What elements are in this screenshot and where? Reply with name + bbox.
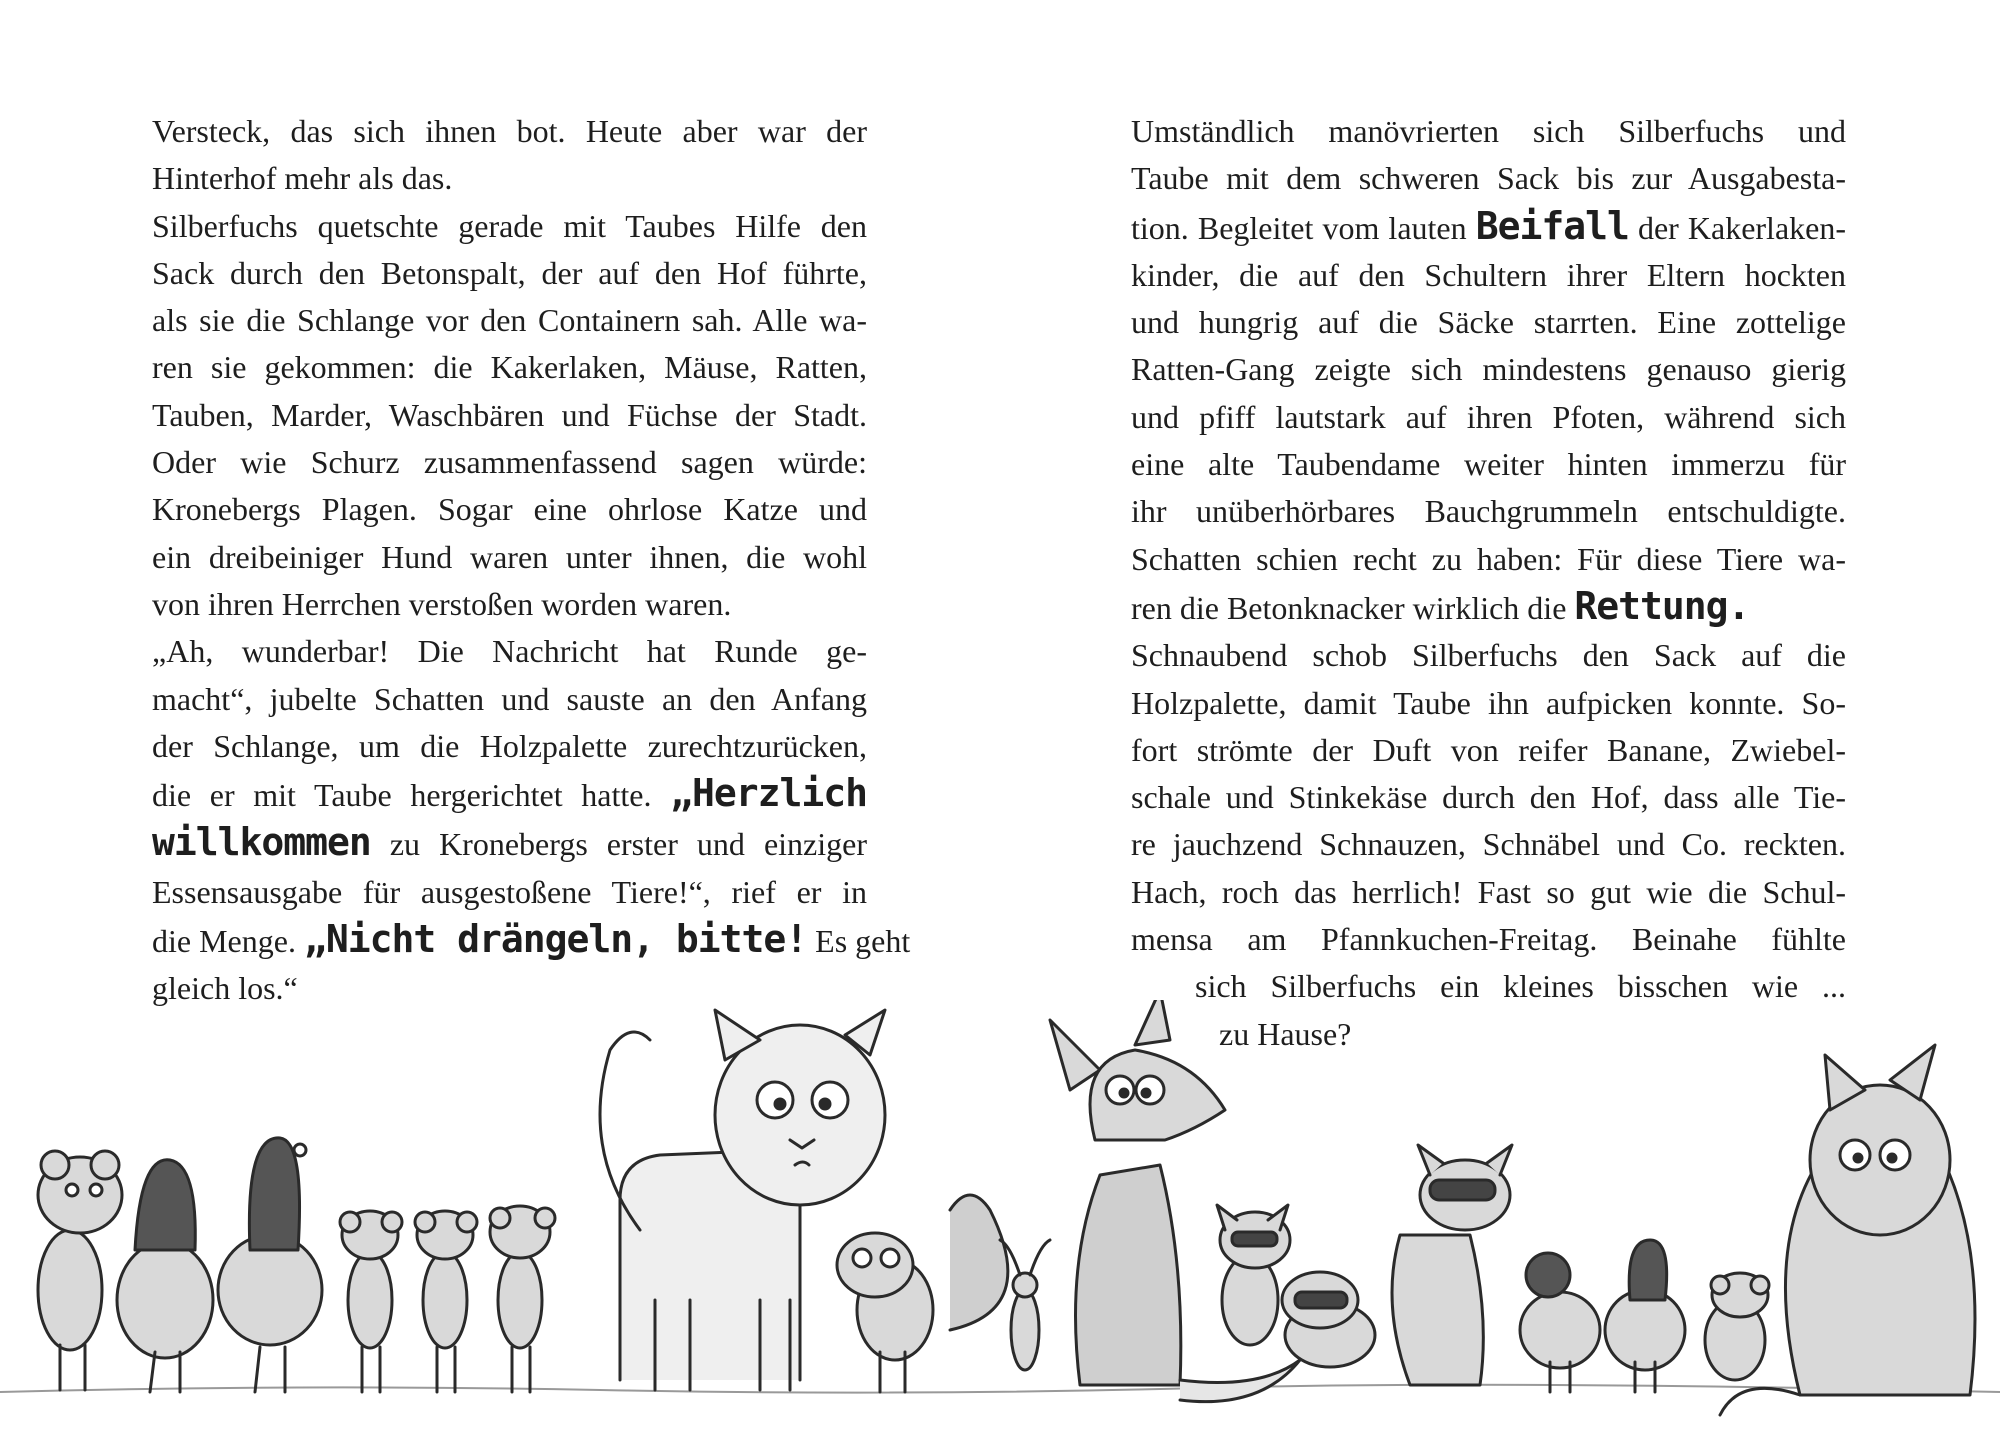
- pigeon-icon: [1605, 1240, 1685, 1392]
- raccoon-icon: [1282, 1272, 1375, 1367]
- text-line: und pfiff lautstark auf ihren Pfoten, während sich: [1131, 398, 1846, 435]
- pigeon-icon: [1520, 1253, 1600, 1392]
- text-line: schale und Stinkekäse durch den Hof, dass alle Tie-: [1131, 779, 1846, 816]
- pigeon-icon: [218, 1138, 322, 1392]
- text-line: von ihren Herrchen verstoßen worden waren.: [152, 585, 732, 622]
- text-line: sich Silberfuchs ein kleines bisschen wie ...: [1195, 968, 1846, 1005]
- mouse-icon: [1705, 1273, 1769, 1380]
- text-line: Hach, roch das herrlich! Fast so gut wie die Schul-: [1131, 873, 1846, 910]
- text-line: mensa am Pfannkuchen-Freitag. Beinahe fühlte: [1131, 921, 1846, 958]
- raccoon-icon: [1217, 1205, 1290, 1345]
- text-line: die er mit Taube hergerichtet hatte. „Herzlich: [152, 771, 867, 816]
- text-line: fort strömte der Duft von reifer Banane, Zwiebel-: [1131, 731, 1846, 768]
- text-line: Taube mit dem schweren Sack bis zur Ausgabesta-: [1131, 160, 1846, 197]
- pigeon-icon: [117, 1160, 213, 1392]
- text-line: re jauchzend Schnauzen, Schnäbel und Co. reckten.: [1131, 826, 1846, 863]
- raccoon-icon: [1392, 1145, 1512, 1385]
- text-line: Sack durch den Betonspalt, der auf den Hof führte,: [152, 254, 867, 291]
- text-line: „Ah, wunderbar! Die Nachricht hat Runde ge-: [152, 633, 867, 670]
- text-line: Holzpalette, damit Taube ihn aufpicken konnte. So-: [1131, 684, 1846, 721]
- animals-queue-illustration: [0, 1000, 2000, 1448]
- shout-nicht-draengeln: „Nicht drängeln, bitte!: [303, 917, 808, 962]
- text-line: und hungrig auf die Säcke starrten. Eine zottelige: [1131, 304, 1846, 341]
- text-line: der Schlange, um die Holzpalette zurechtzurücken,: [152, 727, 867, 764]
- text-line: tion. Begleitet vom lauten Beifall der Kakerlaken-: [1131, 203, 1847, 248]
- text-line: macht“, jubelte Schatten und sauste an den Anfang: [152, 680, 867, 717]
- text-line: Tauben, Marder, Waschbären und Füchse der Stadt.: [152, 396, 867, 433]
- text-line: die Menge. „Nicht drängeln, bitte! Es geht: [152, 917, 911, 962]
- text-line: als sie die Schlange vor den Containern sah. Alle wa-: [152, 302, 867, 339]
- squirrel-icon: [837, 1195, 1008, 1392]
- text-line: Oder wie Schurz zusammenfassend sagen würde:: [152, 444, 867, 481]
- text-line: gleich los.“: [152, 970, 298, 1007]
- text-line: Umständlich manövrierten sich Silberfuchs und: [1131, 113, 1846, 149]
- text-line: kinder, die auf den Schultern ihrer Eltern hockten: [1131, 256, 1846, 293]
- rat-icon: [340, 1211, 402, 1392]
- text-line: ein dreibeiniger Hund waren unter ihnen, die wohl: [152, 538, 867, 575]
- text-line: Schnaubend schob Silberfuchs den Sack auf die: [1131, 637, 1846, 674]
- rat-icon: [415, 1211, 477, 1392]
- text-line: Ratten-Gang zeigte sich mindestens genauso gierig: [1131, 351, 1846, 388]
- text-line: ren sie gekommen: die Kakerlaken, Mäuse, Ratten,: [152, 349, 867, 386]
- shout-willkommen: willkommen: [152, 820, 371, 865]
- shout-beifall: Beifall: [1475, 203, 1629, 248]
- text-line: ihr unüberhörbares Bauchgrummeln entschuldigte.: [1131, 493, 1846, 530]
- ground-line: [0, 1385, 2000, 1393]
- shout-herzlich: „Herzlich: [670, 771, 867, 816]
- text-line: eine alte Taubendame weiter hinten immerzu für: [1131, 446, 1846, 483]
- right-page-text: [1131, 108, 1846, 1058]
- text-line: Hinterhof mehr als das.: [152, 160, 453, 197]
- text-line: Essensausgabe für ausgestoßene Tiere!“, rief er in: [152, 873, 867, 910]
- text-line: Kronebergs Plagen. Sogar eine ohrlose Katze und: [152, 491, 867, 528]
- cat-icon: [600, 1010, 885, 1390]
- mouse-icon: [38, 1151, 122, 1390]
- left-page-text: [152, 108, 911, 1013]
- shout-rettung: Rettung.: [1574, 583, 1750, 628]
- text-line: zu Hause?: [1219, 1015, 1352, 1052]
- text-line: willkommen zu Kronebergs erster und einziger: [152, 820, 867, 865]
- text-line: Silberfuchs quetschte gerade mit Taubes Hilfe den: [152, 207, 867, 244]
- text-line: Schatten schien recht zu haben: Für diese Tiere wa-: [1131, 540, 1846, 577]
- rat-icon: [490, 1206, 555, 1392]
- text-line: Versteck, das sich ihnen bot. Heute aber war der: [152, 113, 867, 149]
- text-line: ren die Betonknacker wirklich die Rettung.: [1131, 583, 1750, 628]
